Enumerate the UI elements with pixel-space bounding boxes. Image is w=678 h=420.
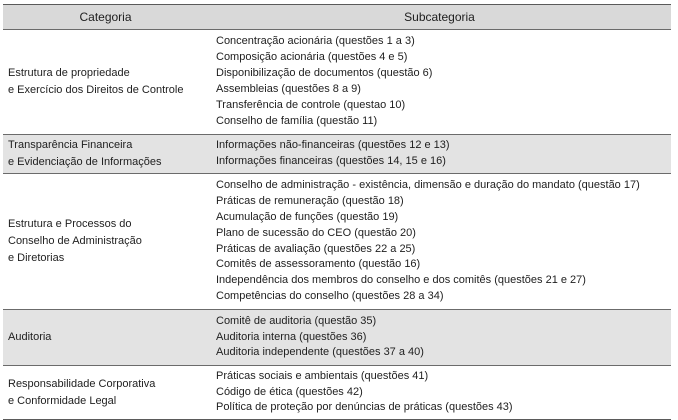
table-row	[3, 310, 671, 366]
table-row	[3, 366, 671, 419]
category-line: Auditoria	[8, 331, 52, 343]
governance-table	[3, 4, 671, 420]
subcategory-item: Composição acionária (questões 4 e 5)	[216, 51, 408, 64]
subcategory-item: Auditoria interna (questões 36)	[216, 330, 367, 343]
subcategory-item: Assembleias (questões 8 a 9)	[216, 83, 361, 95]
subcategory-item: Comitês de assessoramento (questão 16)	[216, 258, 421, 271]
subcategory-cell	[208, 30, 671, 134]
subcategory-item: Plano de sucessão do CEO (questão 20)	[216, 226, 416, 239]
category-cell	[3, 310, 208, 365]
category-line: Estrutura e Processos do	[8, 218, 132, 230]
subcategory-cell	[208, 174, 671, 309]
subcategory-item: Práticas de avaliação (questões 22 a 25)	[216, 242, 416, 255]
header-subcategoria: Subcategoria	[404, 10, 475, 24]
subcategory-item: Práticas sociais e ambientais (questões 41)	[216, 369, 429, 382]
category-line: e Evidenciação de Informações	[8, 156, 162, 168]
subcategory-item: Informações financeiras (questões 14, 15 e 16)	[216, 155, 446, 167]
subcategory-item: Práticas de remuneração (questão 18)	[216, 194, 404, 207]
table-header	[3, 5, 671, 30]
category-line: Estrutura de propriedade	[8, 67, 130, 79]
subcategory-item: Código de ética (questões 42)	[216, 385, 363, 398]
subcategory-item: Comitê de auditoria (questão 35)	[216, 314, 377, 327]
category-line: e Conformidade Legal	[8, 394, 117, 407]
category-line: e Exercício dos Direitos de Controle	[8, 84, 184, 96]
category-cell	[3, 30, 208, 134]
subcategory-item: Informações não-financeiras (questões 12 e 13)	[216, 139, 450, 152]
subcategory-item: Acumulação de funções (questão 19)	[216, 210, 399, 223]
subcategory-item: Independência dos membros do conselho e dos comitês (questões 21 e 27)	[216, 274, 586, 287]
header-categoria: Categoria	[79, 10, 132, 24]
category-line: Responsabilidade Corporativa	[8, 377, 156, 390]
subcategory-item: Conselho de família (questão 11)	[216, 114, 378, 127]
category-cell	[3, 174, 208, 309]
subcategory-cell	[208, 135, 671, 173]
subcategory-item: Competências do conselho (questões 28 a 34)	[216, 290, 444, 303]
category-cell	[3, 135, 208, 173]
category-line: Conselho de Administração	[8, 235, 142, 247]
table-row	[3, 30, 671, 135]
subcategory-item: Conselho de administração - existência, dimensão e duração do mandato (questão 17)	[216, 178, 640, 191]
subcategory-item: Concentração acionária (questões 1 a 3)	[216, 35, 415, 48]
subcategory-cell	[208, 310, 671, 365]
subcategory-item: Política de proteção por denúncias de práticas (questões 43)	[216, 401, 513, 414]
subcategory-item: Disponibilização de documentos (questão 6)	[216, 67, 433, 80]
subcategory-cell	[208, 366, 671, 419]
category-line: Transparência Financeira	[8, 139, 133, 151]
category-line: e Diretorias	[8, 252, 65, 264]
table-row	[3, 135, 671, 174]
table-row	[3, 174, 671, 310]
subcategory-item: Transferência de controle (questao 10)	[216, 98, 406, 111]
category-cell	[3, 366, 208, 419]
subcategory-item: Auditoria independente (questões 37 a 40)	[216, 346, 424, 359]
